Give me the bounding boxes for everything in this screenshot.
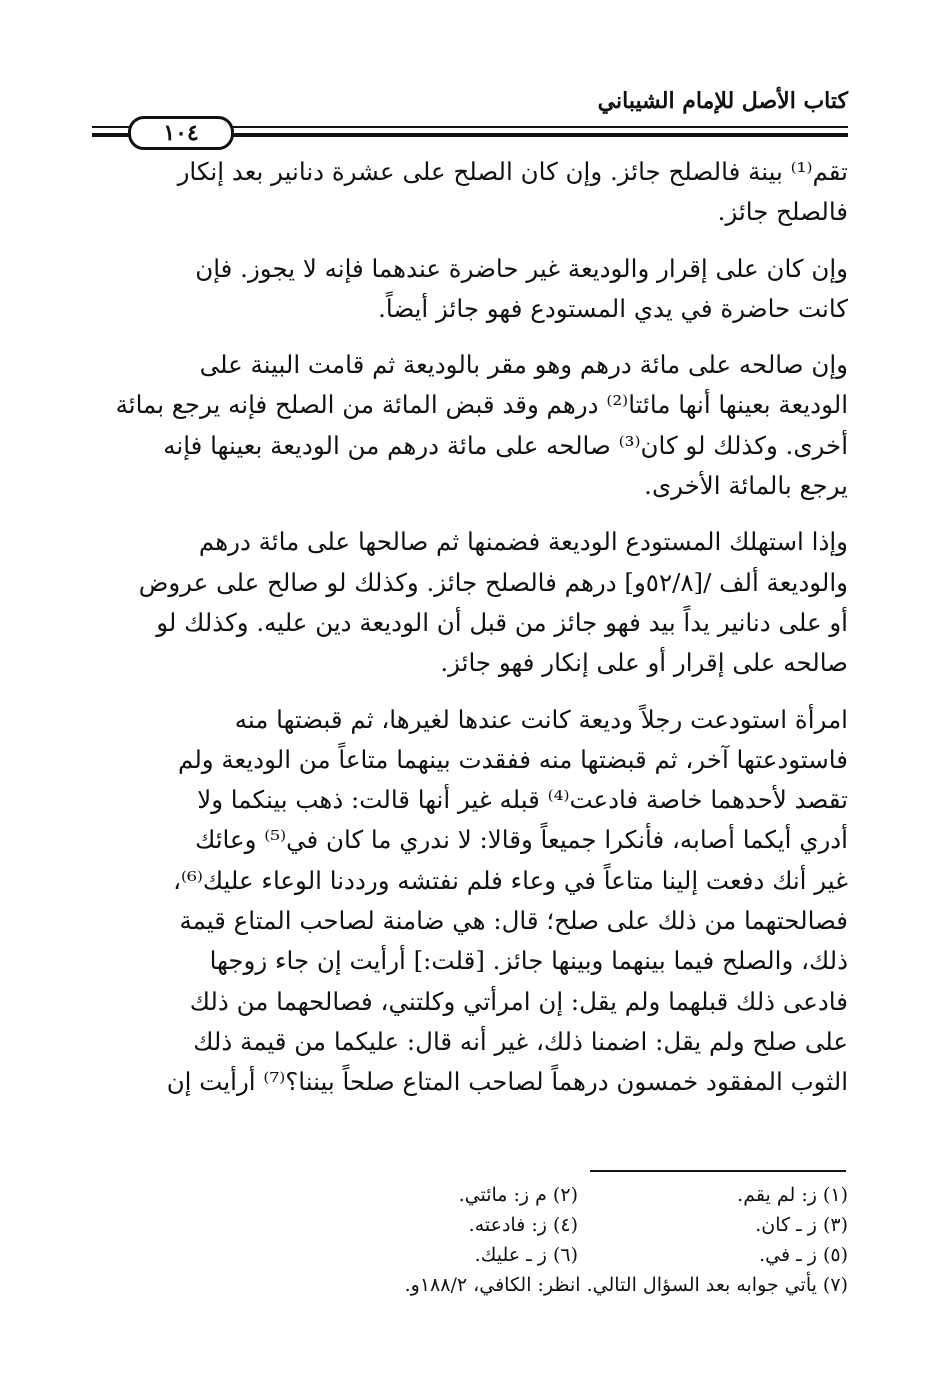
main-text: [96, 152, 848, 1119]
text-line: فالصلح جائز.: [717, 197, 848, 227]
text-line: يرجع بالمائة الأخرى.: [644, 471, 848, 501]
text-line: غير أنك دفعت إلينا متاعاً في وعاء فلم نفتشه ورددنا الوعاء عليك⁽⁶⁾،: [173, 865, 848, 895]
paragraph: [96, 522, 848, 683]
text-line: وإن كان على إقرار والوديعة غير حاضرة عندهما فإنه لا يجوز. فإن: [195, 253, 848, 283]
text-line: على صلح ولم يقل: اضمنا ذلك، غير أنه قال: عليكما من قيمة ذلك: [193, 1026, 848, 1056]
text-line: الوديعة بعينها أنها مائتا⁽²⁾ درهم وقد قبض المائة من الصلح فإنه يرجع بمائة: [115, 390, 848, 420]
footnote-item: (٦) ز ـ عليك.: [474, 1244, 578, 1266]
footnote-row: [300, 1210, 848, 1240]
text-line: وإذا استهلك المستودع الوديعة فضمنها ثم صالحها على مائة درهم: [198, 527, 848, 557]
text-line: وإن صالحه على مائة درهم وهو مقر بالوديعة ثم قامت البينة على: [199, 350, 848, 380]
text-line: كانت حاضرة في يدي المستودع فهو جائز أيضاً.: [378, 293, 848, 323]
text-line: امرأة استودعت رجلاً وديعة كانت عندها لغيرها، ثم قبضتها منه: [234, 704, 848, 734]
text-line: الثوب المفقود خمسون درهماً لصاحب المتاع صلحاً بيننا؟⁽⁷⁾ أرأيت إن: [166, 1067, 848, 1097]
page-number: ١٠٤: [163, 120, 199, 146]
text-line: والوديعة ألف /[٥٢/٨و] درهم فالصلح جائز. وكذلك لو صالح على عروض: [138, 567, 848, 597]
text-line: فادعى ذلك قبلهما ولم يقل: إن امرأتي وكلتني، فصالحهما من ذلك: [189, 986, 848, 1016]
text-line: تقم⁽¹⁾ بينة فالصلح جائز. وإن كان الصلح على عشرة دنانير بعد إنكار: [177, 157, 848, 186]
footnote-separator: [590, 1170, 846, 1172]
footnote-item: (٧) يأتي جوابه بعد السؤال التالي. انظر: الكافي، ١٨٨/٢و.: [404, 1274, 848, 1296]
paragraph: [96, 345, 848, 506]
text-line: أخرى. وكذلك لو كان⁽³⁾ صالحه على مائة درهم من الوديعة بعينها فإنه: [163, 430, 848, 460]
paragraph: [96, 249, 848, 330]
footnote-item: (٥) ز ـ في.: [759, 1244, 848, 1266]
text-line: صالحه على إقرار أو على إنكار فهو جائز.: [440, 648, 848, 678]
text-line: أو على دنانير يداً بيد فهو جائز من قبل أن الوديعة دين عليه. وكذلك لو: [156, 607, 848, 637]
footnote-item: (٤) ز: فادعته.: [468, 1214, 578, 1236]
page-header: [92, 84, 848, 144]
paragraph: [96, 700, 848, 1103]
footnotes: [300, 1180, 848, 1300]
text-line: فصالحتهما من ذلك على صلح؛ قال: هي ضامنة لصاحب المتاع قيمة: [179, 906, 848, 936]
text-line: فاستودعتها آخر، ثم قبضتها منه ففقدت بينهما متاعاً من الوديعة ولم: [178, 744, 848, 774]
footnote-item: (٣) ز ـ كان.: [755, 1214, 848, 1236]
footnote-row: [300, 1180, 848, 1210]
book-title: كتاب الأصل للإمام الشيباني: [597, 88, 848, 114]
text-line: ذلك، والصلح فيما بينهما وبينها جائز. [قلت:] أرأيت إن جاء زوجها: [209, 946, 848, 976]
footnote-item: (١) ز: لم يقم.: [737, 1184, 848, 1206]
page-number-badge: [128, 116, 234, 150]
footnote-item: (٢) م ز: مائتي.: [458, 1184, 578, 1206]
footnote-row: [300, 1240, 848, 1270]
text-line: تقصد لأحدهما خاصة فادعت⁽⁴⁾ قبله غير أنها قالت: ذهب بينكما ولا: [197, 785, 848, 815]
text-line: أدري أيكما أصابه، فأنكرا جميعاً وقالا: لا ندري ما كان في⁽⁵⁾ وعائك: [195, 825, 848, 855]
paragraph: [96, 152, 848, 233]
